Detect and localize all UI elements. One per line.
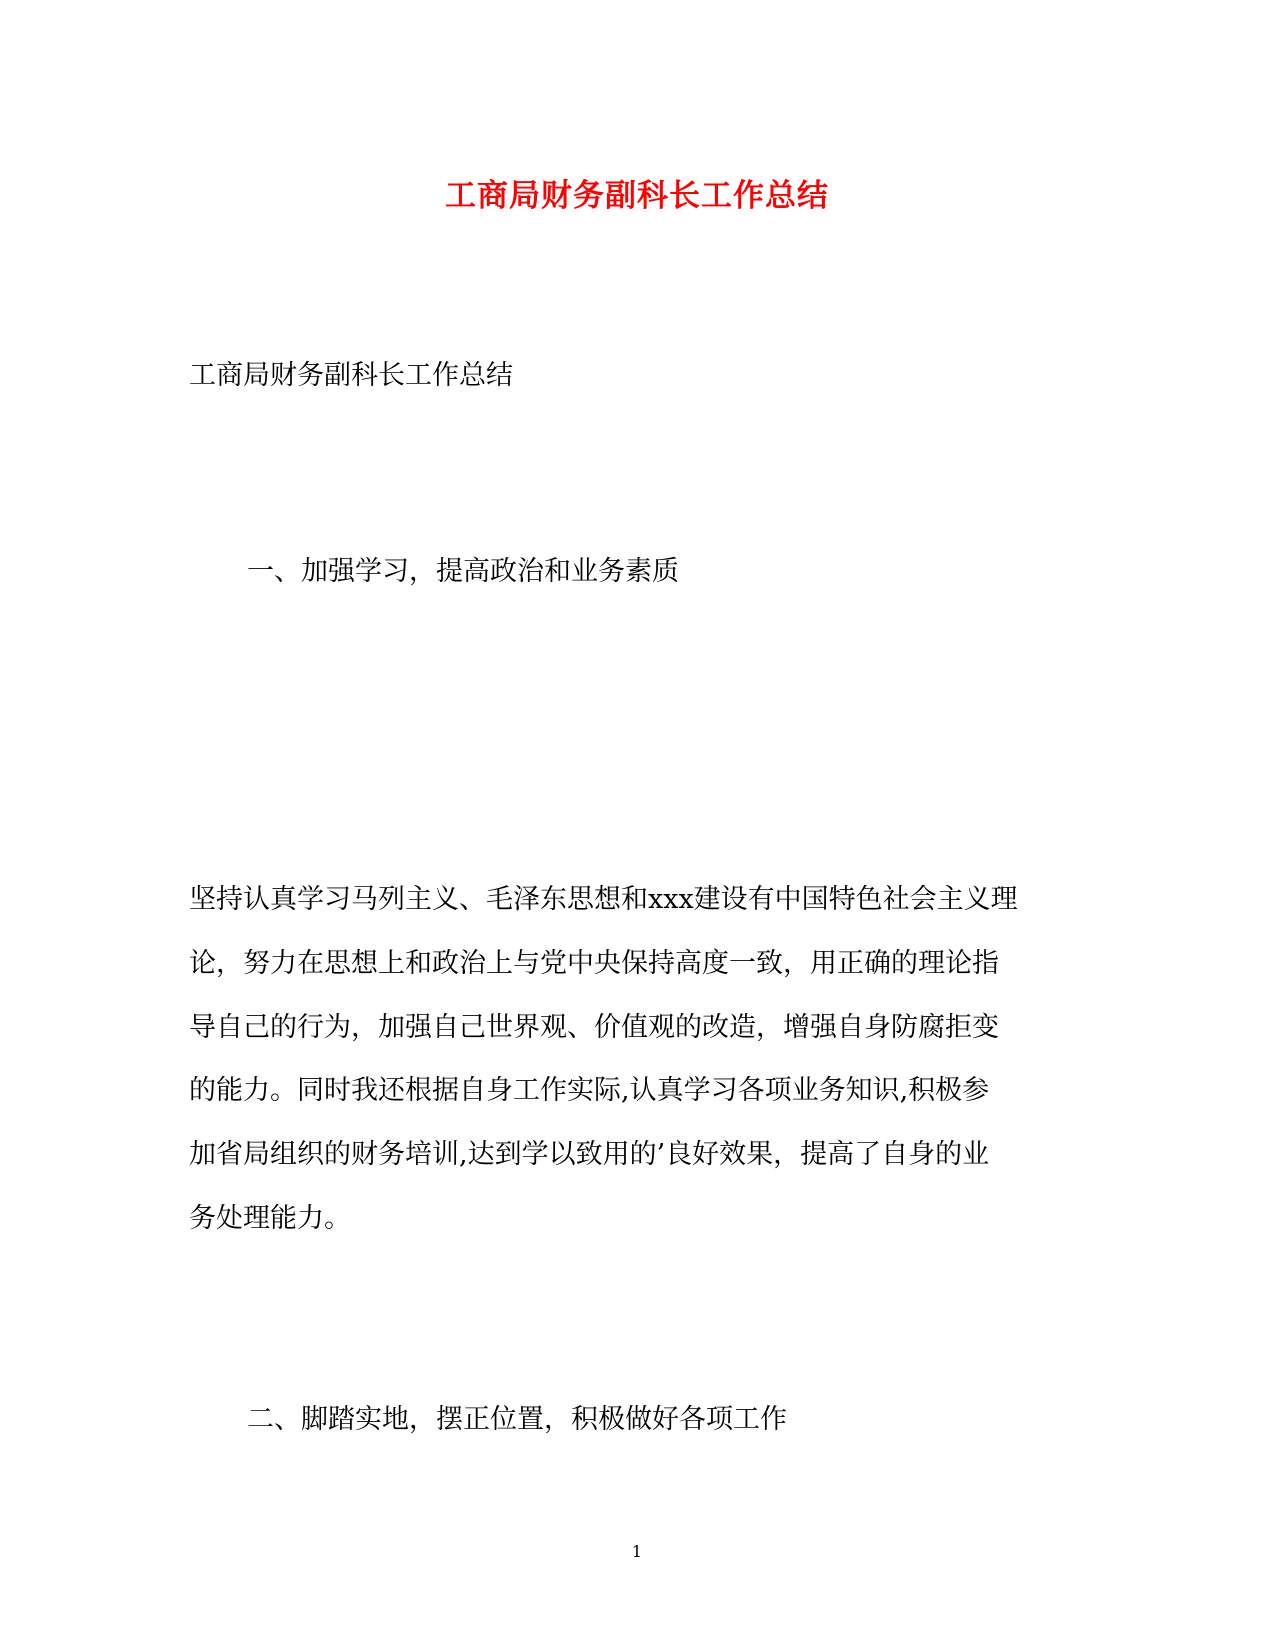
paragraph-line: 坚持认真学习马列主义、毛泽东思想和xxx建设有中国特色社会主义理: [189, 884, 1018, 915]
paragraph-line: 务处理能力。: [189, 1203, 351, 1234]
page-number: 1: [631, 1542, 643, 1561]
section-heading-2: 二、脚踏实地，摆正位置，积极做好各项工作: [247, 1404, 787, 1435]
document-title: 工商局财务副科长工作总结: [445, 178, 829, 214]
paragraph-line: 的能力。同时我还根据自身工作实际,认真学习各项业务知识,积极参: [189, 1075, 990, 1106]
document-subtitle: 工商局财务副科长工作总结: [189, 360, 513, 391]
section-heading-1: 一、加强学习，提高政治和业务素质: [247, 556, 679, 587]
paragraph-line: 导自己的行为，加强自己世界观、价值观的改造，增强自身防腐拒变: [189, 1012, 999, 1043]
paragraph-line: 加省局组织的财务培训,达到学以致用的’良好效果，提高了自身的业: [189, 1139, 990, 1170]
paragraph-line: 论，努力在思想上和政治上与党中央保持高度一致，用正确的理论指: [189, 948, 999, 979]
